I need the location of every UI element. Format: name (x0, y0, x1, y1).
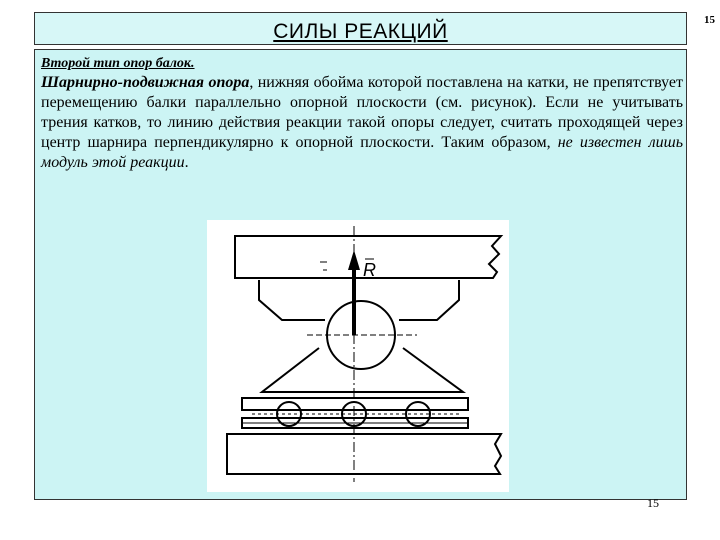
corner-slide-number: 15 (704, 14, 715, 26)
roller-upper-plate (242, 398, 468, 410)
paragraph-tail-italic: не известен лишь модуль этой реакции (41, 134, 684, 171)
content-panel (34, 49, 687, 510)
upper-holder (259, 280, 459, 320)
paragraph-end: . (184, 154, 189, 171)
roller-support-drawing (207, 220, 509, 492)
support-base (227, 434, 501, 474)
reaction-arrowhead (348, 250, 360, 270)
page-number: 15 (647, 496, 659, 510)
support-diagram (207, 220, 509, 492)
lower-holder (262, 348, 463, 392)
body-paragraph (41, 73, 683, 173)
title-bar (34, 12, 687, 45)
paragraph-main-text: , нижняя обойма которой поставлена на катки, не препятствует перемещению балки параллельно опорной плоскости (см. рисунок). Если не учитывать трения катков, то линию действия реакции такой опоры следует, считать проходящей через центр шарнира перпендикулярно к опорной плоскости. Таким образом, (41, 74, 684, 151)
subtitle: Второй тип опор балок. (41, 56, 195, 71)
term-lead: Шарнирно-подвижная опора (41, 74, 250, 91)
slide-title: СИЛЫ РЕАКЦИЙ (273, 19, 448, 43)
force-label: R (363, 260, 376, 280)
